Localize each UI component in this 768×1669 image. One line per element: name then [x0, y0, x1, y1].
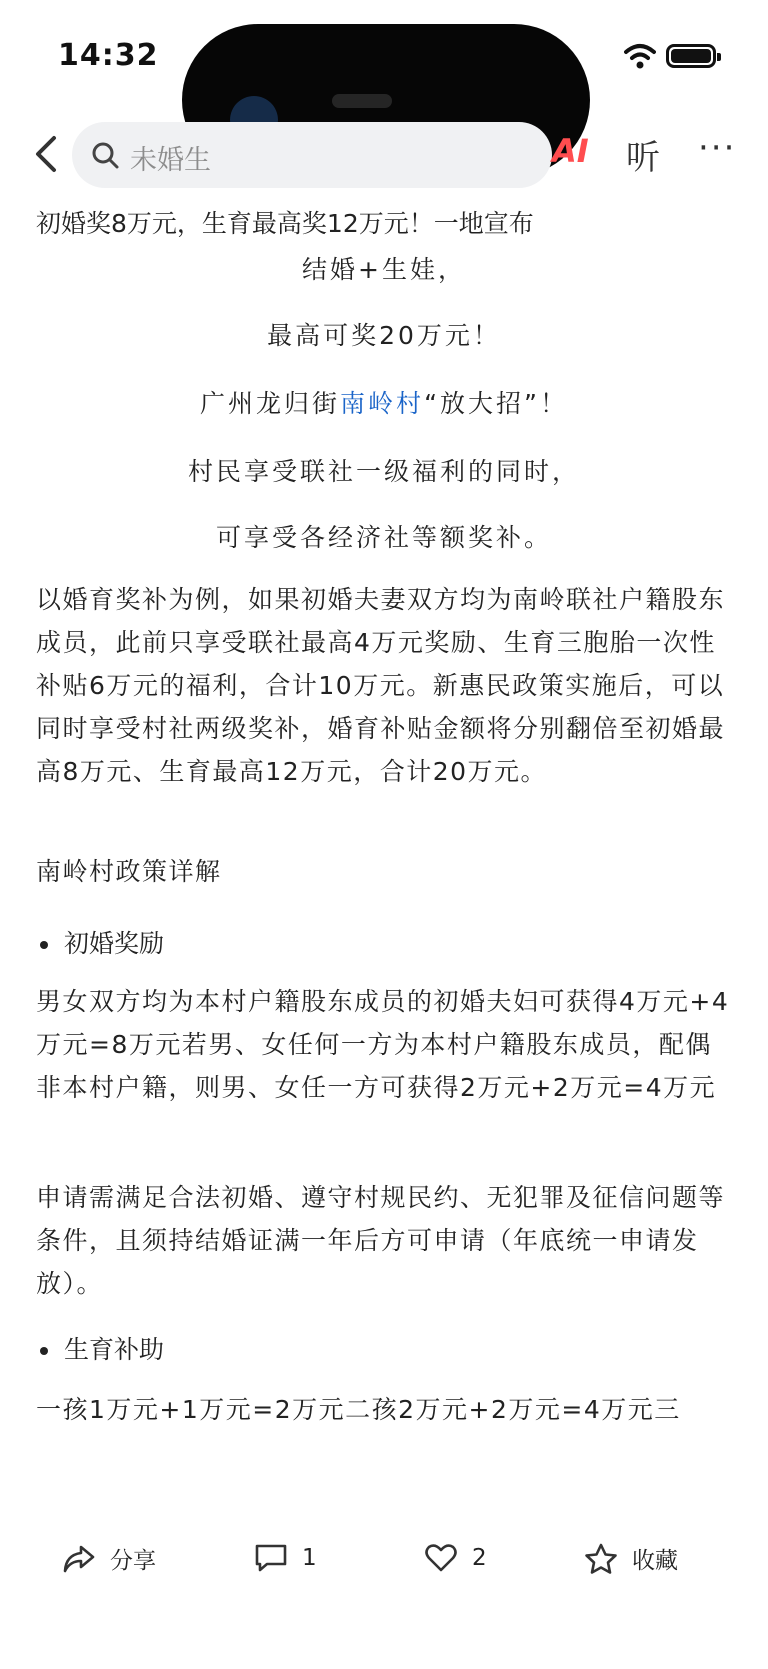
heart-icon — [424, 1542, 458, 1574]
listen-button[interactable]: 听 — [626, 138, 660, 178]
center-line-prefix: 广州龙归街 — [200, 389, 341, 418]
share-label: 分享 — [110, 1548, 156, 1574]
status-time: 14:32 — [58, 38, 159, 73]
back-icon[interactable] — [28, 132, 68, 176]
center-line-suffix: “放大招”！ — [424, 389, 568, 418]
more-button[interactable]: ··· — [698, 128, 737, 168]
paragraph: 以婚育奖补为例，如果初婚夫妻双方均为南岭联社户籍股东成员，此前只享受联社最高4万元奖励、生育三胞胎一次性补贴6万元的福利，合计10万元。新惠民政策实施后，可以同时享受村社两级奖补，婚育补贴金额将分别翻倍至初婚最高8万元、生育最高12万元，合计20万元。 — [36, 585, 726, 786]
search-icon — [90, 140, 120, 170]
center-line-with-link — [0, 384, 768, 420]
article-body — [0, 190, 768, 1512]
comment-count: 1 — [302, 1545, 317, 1571]
notification-blur-line — [332, 94, 392, 108]
search-query: 未婚生 — [130, 145, 211, 176]
ai-button[interactable]: AI — [552, 132, 589, 170]
status-bar — [0, 0, 768, 110]
center-line: 结婚+生娃， — [302, 255, 466, 284]
paragraph: 男女双方均为本村户籍股东成员的初婚夫妇可获得4万元+4万元=8万元若男、女任何一方为本村户籍股东成员，配偶非本村户籍，则男、女任一方可获得2万元+2万元=4万元 — [36, 987, 730, 1102]
bullet-item — [40, 924, 164, 960]
bullet-dot — [40, 941, 48, 949]
paragraph: 一孩1万元+1万元=2万元二孩2万元+2万元=4万元三 — [36, 1395, 681, 1424]
share-button[interactable] — [62, 1542, 156, 1575]
bottom-action-bar — [0, 1512, 768, 1669]
battery-icon — [666, 44, 716, 68]
favorite-label: 收藏 — [632, 1548, 678, 1574]
top-nav — [0, 118, 768, 190]
star-icon — [584, 1543, 618, 1575]
bullet-label: 初婚奖励 — [64, 929, 165, 958]
favorite-button[interactable] — [584, 1542, 678, 1575]
center-line: 村民享受联社一级福利的同时， — [187, 457, 580, 486]
article-title: 初婚奖8万元，生育最高奖12万元！一地宣布 — [36, 209, 534, 238]
bullet-label: 生育补助 — [64, 1335, 165, 1364]
like-button[interactable] — [424, 1542, 487, 1574]
bullet-item — [40, 1330, 164, 1366]
share-icon — [62, 1543, 96, 1575]
center-line: 可享受各经济社等额奖补。 — [215, 523, 552, 552]
comment-icon — [254, 1542, 288, 1574]
wifi-icon — [624, 42, 656, 70]
section-title: 南岭村政策详解 — [36, 857, 222, 886]
comment-button[interactable] — [254, 1542, 317, 1574]
village-link[interactable]: 南岭村 — [340, 389, 425, 418]
search-input[interactable] — [72, 122, 552, 188]
paragraph: 申请需满足合法初婚、遵守村规民约、无犯罪及征信问题等条件，且须持结婚证满一年后方可申请（年底统一申请发放）。 — [36, 1183, 726, 1298]
center-line: 最高可奖20万元！ — [267, 321, 501, 350]
like-count: 2 — [472, 1545, 487, 1571]
bullet-dot — [40, 1347, 48, 1355]
